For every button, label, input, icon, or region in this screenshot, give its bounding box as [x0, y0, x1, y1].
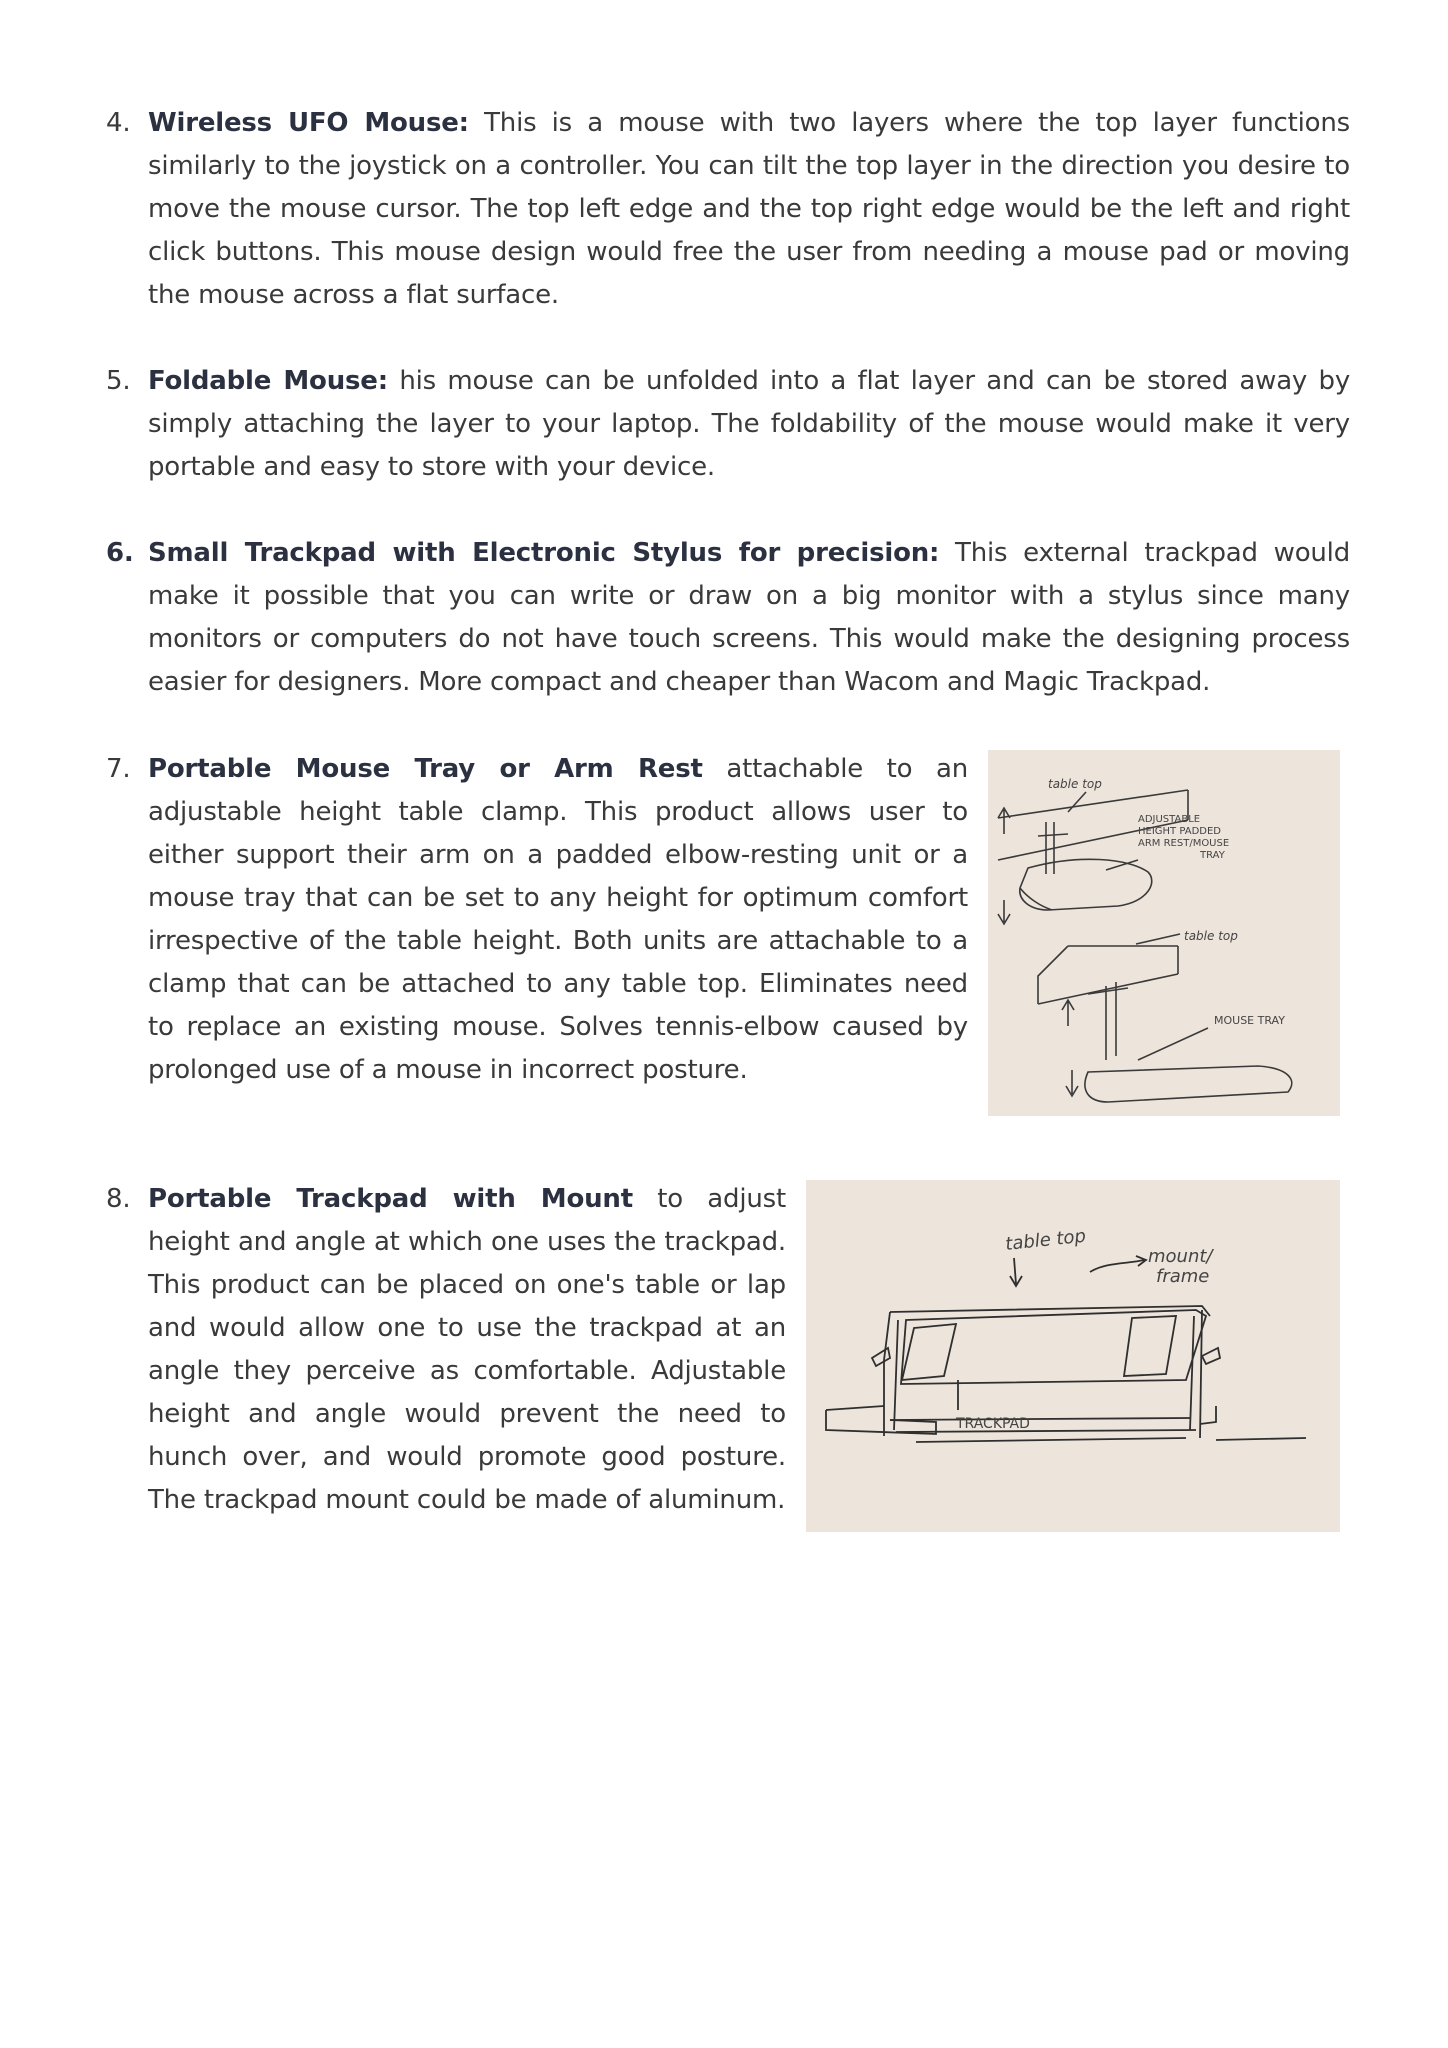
item-text: his mouse can be unfolded into a flat layer and can be stored away by simply attaching the layer to your laptop. The foldability of the mouse would make it very portable and easy to store with your device.: [148, 366, 1351, 482]
label-arm-rest-line-4: TRAY: [1200, 850, 1225, 861]
list-item-5: [106, 360, 1351, 489]
label-arm-rest-line-1: ADJUSTABLE: [1138, 814, 1201, 825]
label-arm-rest-line-3: ARM REST/MOUSE: [1138, 838, 1230, 849]
item-text: attachable to an adjustable height table clamp. This product allows user to either support their arm on a padded elbow-resting unit or a mouse tray that can be set to any height for optimum comfort irrespective of the table height. Both units are attachable to a clamp that can be attached to any table top. Eliminates need to replace an existing mouse. Solves tennis-elbow caused by prolonged use of a mouse in incorrect posture.: [148, 754, 968, 1085]
list-item-4: [106, 102, 1351, 317]
item-text: This is a mouse with two layers where the top layer functions similarly to the joystick on a controller. You can tilt the top layer in the direction you desire to move the mouse cursor. The top left edge and the top right edge would be the left and right click buttons. This mouse design would free the user from needing a mouse pad or moving the mouse across a flat surface.: [148, 108, 1351, 310]
label-table-top: table top: [1004, 1225, 1087, 1255]
item-title: Portable Mouse Tray or Arm Rest: [148, 754, 703, 784]
label-table-top-2: table top: [1184, 929, 1238, 943]
mouse-tray-sketch: [988, 750, 1340, 1116]
trackpad-mount-sketch: [806, 1180, 1340, 1532]
item-title: Wireless UFO Mouse:: [148, 108, 469, 138]
item-paragraph: [148, 1178, 786, 1522]
item-paragraph: [148, 532, 1350, 704]
item-paragraph: [148, 360, 1350, 489]
item-text: to adjust height and angle at which one uses the trackpad. This product can be placed on one's table or lap and would allow one to use the trackpad at an angle they perceive as comfortable. Adjustable height and angle would prevent the need to hunch over, and would promote good posture. The trackpad mount could be made of aluminum.: [148, 1184, 786, 1515]
item-title: Portable Trackpad with Mount: [148, 1184, 633, 1214]
item-title: Small Trackpad with Electronic Stylus for precision:: [148, 538, 940, 568]
list-item-8: [106, 1178, 786, 1522]
item-text: This external trackpad would make it possible that you can write or draw on a big monitor with a stylus since many monitors or computers do not have touch screens. This would make the designing process easier for designers. More compact and cheaper than Wacom and Magic Trackpad.: [148, 538, 1351, 697]
item-paragraph: [148, 748, 968, 1092]
trackpad-mount-drawing: [806, 1180, 1340, 1532]
item-number: 5.: [106, 366, 131, 396]
item-number: 6.: [106, 538, 134, 568]
mouse-tray-drawing: [988, 750, 1340, 1116]
item-paragraph: [148, 102, 1350, 317]
label-arm-rest-line-2: HEIGHT PADDED: [1138, 826, 1221, 837]
list-item-6: [106, 532, 1351, 704]
label-mount-line-2: frame: [1156, 1266, 1210, 1287]
item-number: 4.: [106, 108, 131, 138]
list-item-7: [106, 748, 968, 1092]
label-trackpad: TRACKPAD: [956, 1416, 1030, 1432]
label-mount-line-1: mount/: [1148, 1246, 1213, 1267]
item-title: Foldable Mouse:: [148, 366, 388, 396]
label-table-top: table top: [1048, 777, 1102, 791]
item-number: 7.: [106, 754, 131, 784]
item-number: 8.: [106, 1184, 131, 1214]
label-mouse-tray: MOUSE TRAY: [1214, 1014, 1285, 1027]
